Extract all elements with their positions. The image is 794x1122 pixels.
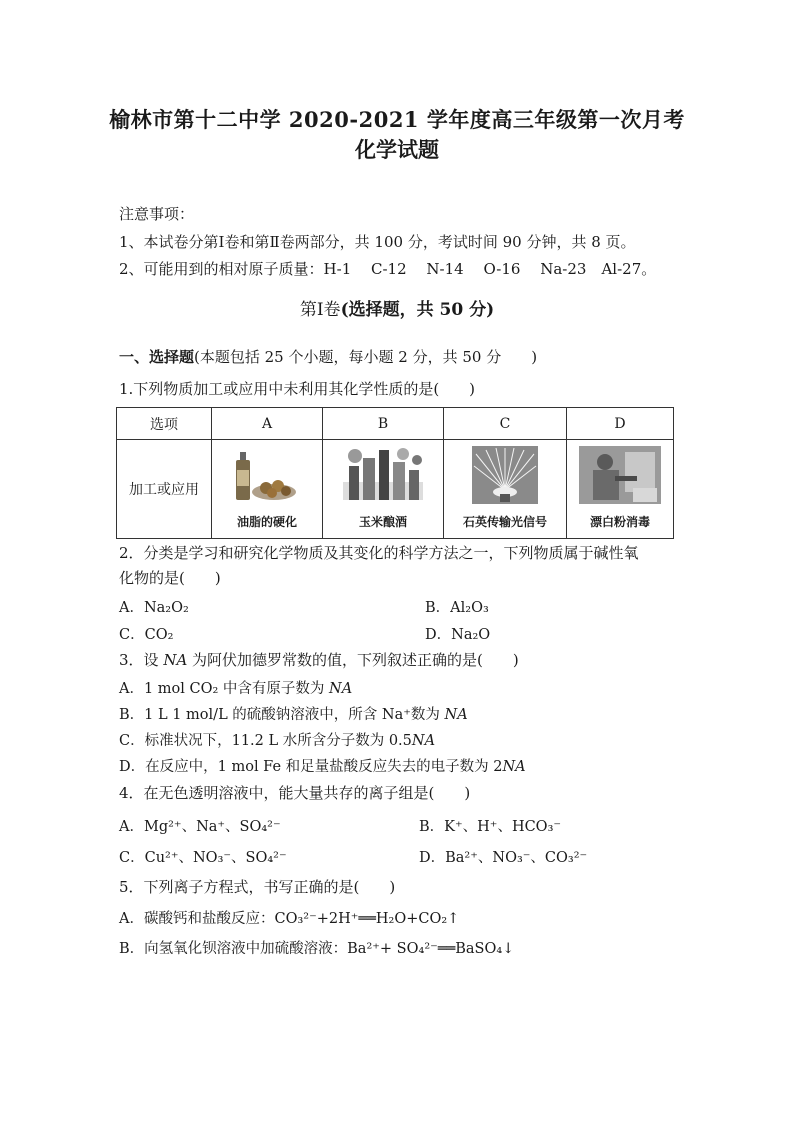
- option-d-caption: 漂白粉消毒: [589, 515, 650, 529]
- q2-option-c: C．CO₂: [119, 627, 174, 643]
- option-a-cell: [212, 440, 323, 539]
- q3-stem-pre: 3．设: [119, 651, 164, 669]
- q4-option-d: D．Ba²⁺、NO₃⁻、CO₃²⁻: [419, 850, 588, 866]
- table-header-cell: 选项: [117, 408, 212, 440]
- q4-option-b: B．K⁺、H⁺、HCO₃⁻: [419, 819, 562, 835]
- part1-heading-rest: (本题包括 25 个小题，每小题 2 分，共 50 分 ): [194, 348, 538, 366]
- option-c-caption: 石英传输光信号: [462, 515, 547, 529]
- q2-stem-line1: 2．分类是学习和研究化学物质及其变化的科学方法之一，下列物质属于碱性氧: [119, 544, 639, 562]
- q3-stem: [119, 649, 519, 670]
- q3-option-a-text: A．1 mol CO₂ 中含有原子数为: [119, 681, 330, 697]
- table-row: [117, 440, 674, 539]
- option-a-caption: 油脂的硬化: [236, 515, 297, 529]
- table-row-label: 加工或应用: [117, 440, 212, 539]
- fiber-optic-image: [472, 446, 538, 504]
- q2-option-b: B．Al₂O₃: [425, 600, 489, 616]
- q3-option-c-text: C．标准状况下，11.2 L 水所含分子数为 0.5: [119, 733, 412, 749]
- q3-option-c: [119, 729, 435, 750]
- exam-title: 榆林市第十二中学 2020-2021 学年度高三年级第一次月考: [109, 107, 685, 132]
- q2-stem-line2: 化物的是( ): [119, 569, 221, 587]
- option-b-caption: 玉米酿酒: [358, 515, 407, 529]
- avogadro-symbol: NA: [329, 681, 353, 697]
- avogadro-symbol: NA: [411, 733, 436, 749]
- table-header-cell: B: [323, 408, 444, 440]
- q3-option-a: [119, 677, 352, 698]
- table-header-cell: C: [444, 408, 567, 440]
- bleach-disinfection-image: [579, 446, 661, 504]
- section-title-main: (选择题，共 50 分): [340, 300, 495, 320]
- part1-heading-bold: 一、选择题: [119, 348, 195, 366]
- oil-bottle-image: [234, 446, 300, 504]
- q2-option-a: A．Na₂O₂: [119, 600, 189, 616]
- option-d-cell: [567, 440, 674, 539]
- q4-option-a: A．Mg²⁺、Na⁺、SO₄²⁻: [119, 819, 281, 835]
- corn-wine-image: [341, 446, 425, 502]
- q5-stem: 5．下列离子方程式，书写正确的是( ): [119, 878, 396, 896]
- q4-stem: 4．在无色透明溶液中，能大量共存的离子组是( ): [119, 784, 471, 802]
- q5-option-a: A．碳酸钙和盐酸反应：CO₃²⁻+2H⁺══H₂O+CO₂↑: [119, 911, 460, 927]
- avogadro-symbol: NA: [444, 707, 468, 723]
- avogadro-symbol: NA: [163, 651, 188, 669]
- q3-option-d: [119, 755, 526, 776]
- table-header-row: [117, 408, 674, 440]
- q3-option-b: [119, 703, 468, 724]
- part1-heading: [119, 346, 537, 367]
- q2-option-d: D．Na₂O: [425, 627, 491, 643]
- exam-subject: 化学试题: [355, 137, 439, 162]
- table-header-cell: D: [567, 408, 674, 440]
- q5-option-b: B．向氢氧化钡溶液中加硫酸溶液：Ba²⁺+ SO₄²⁻══BaSO₄↓: [119, 941, 515, 957]
- section-title-prefix: 第Ⅰ卷: [299, 300, 341, 320]
- q3-stem-post: 为阿伏加德罗常数的值，下列叙述正确的是( ): [187, 651, 519, 669]
- q3-option-b-text: B．1 L 1 mol/L 的硫酸钠溶液中，所含 Na⁺数为: [119, 707, 445, 723]
- option-c-cell: [444, 440, 567, 539]
- notice-heading: 注意事项：: [119, 205, 195, 223]
- notice-item-1: 1、本试卷分第Ⅰ卷和第Ⅱ卷两部分，共 100 分，考试时间 90 分钟，共 8 页。: [119, 233, 636, 251]
- table-header-cell: A: [212, 408, 323, 440]
- option-b-cell: [323, 440, 444, 539]
- q4-option-c: C．Cu²⁺、NO₃⁻、SO₄²⁻: [119, 850, 287, 866]
- avogadro-symbol: NA: [502, 759, 526, 775]
- q1-table: [116, 407, 674, 539]
- section-title: [0, 295, 794, 320]
- q1-stem: 1.下列物质加工或应用中未利用其化学性质的是( ): [119, 380, 476, 398]
- q3-option-d-text: D．在反应中，1 mol Fe 和足量盐酸反应失去的电子数为 2: [119, 759, 503, 775]
- notice-item-2: 2、可能用到的相对原子质量：H-1 C-12 N-14 O-16 Na-23 Al-27。: [119, 260, 657, 278]
